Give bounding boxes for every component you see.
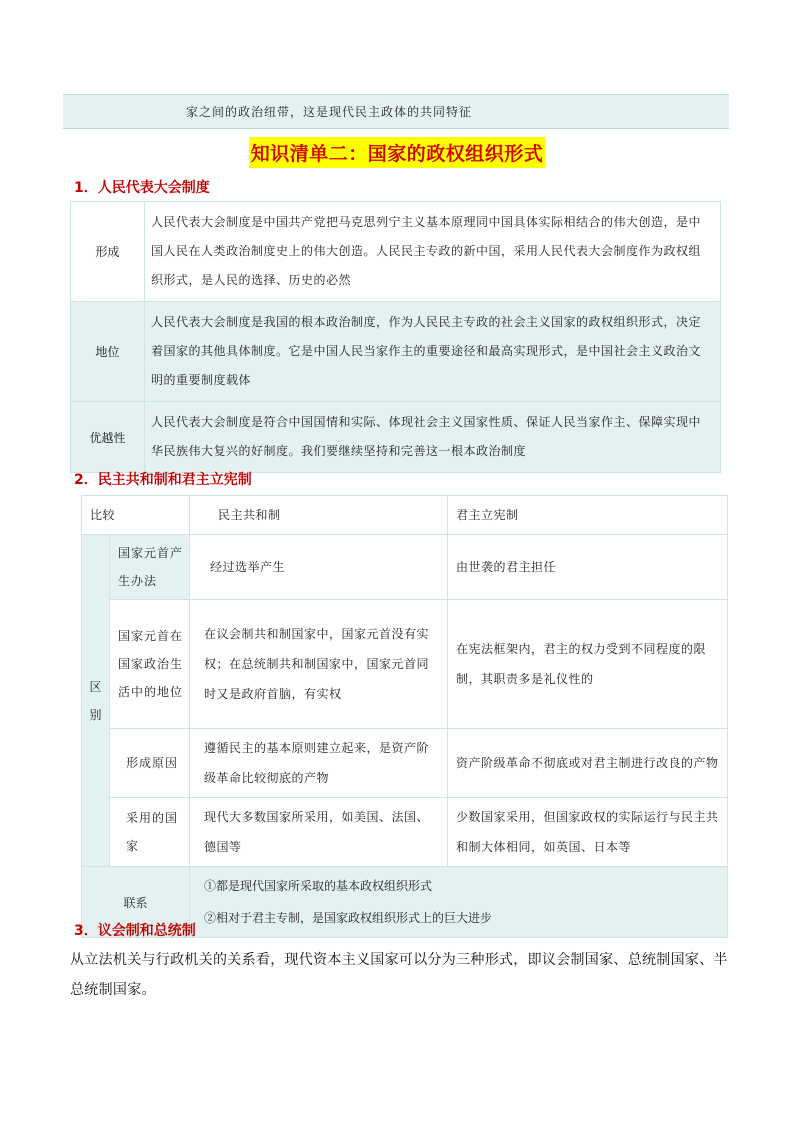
monarchy-cell: 由世袭的君主担任: [448, 535, 728, 600]
main-title: [0, 137, 794, 168]
aspect-cell: 采用的国家: [110, 798, 190, 867]
row-label: 优越性: [71, 402, 145, 473]
monarchy-cell: 资产阶级革命不彻底或对君主制进行改良的产物: [448, 729, 728, 798]
row-text: 人民代表大会制度是符合中国国情和实际、体现社会主义国家性质、保证人民当家作主、保障实现中华民族伟大复兴的好制度。我们要继续坚持和完善这一根本政治制度: [145, 402, 721, 473]
republic-cell: 经过选举产生: [190, 535, 448, 600]
republic-cell: 在议会制共和制国家中，国家元首没有实权；在总统制共和制国家中，国家元首同时又是政府首脑，有实权: [190, 600, 448, 729]
table-row: [82, 729, 728, 798]
republic-cell: 遵循民主的基本原则建立起来，是资产阶级革命比较彻底的产物: [190, 729, 448, 798]
row-text: 人民代表大会制度是我国的根本政治制度，作为人民民主专政的社会主义国家的政权组织形式，决定着国家的其他具体制度。它是中国人民当家作主的重要途径和最高实现形式，是中国社会主义政治文明的重要制度载体: [145, 302, 721, 402]
header-republic: 民主共和制: [190, 496, 448, 535]
section3-paragraph: 从立法机关与行政机关的关系看，现代资本主义国家可以分为三种形式，即议会制国家、总统制国家、半总统制国家。: [70, 952, 728, 998]
link-item: ②相对于君主专制，是国家政权组织形式上的巨大进步: [204, 911, 493, 925]
main-title-text: 知识清单二：国家的政权组织形式: [249, 137, 546, 168]
link-item: ①都是现代国家所采取的基本政权组织形式: [204, 879, 433, 893]
comparison-table: [81, 495, 728, 938]
monarchy-cell: 在宪法框架内，君主的权力受到不同程度的限制，其职责多是礼仪性的: [448, 600, 728, 729]
continued-text: 家之间的政治纽带，这是现代民主政体的共同特征: [186, 105, 473, 119]
link-label: 联系: [82, 867, 190, 938]
comparison-header-row: [82, 496, 728, 535]
row-label: 形成: [71, 202, 145, 302]
table-row: [82, 535, 728, 600]
header-monarchy: 君主立宪制: [448, 496, 728, 535]
group-label: 区别: [82, 535, 110, 867]
row-label: 地位: [71, 302, 145, 402]
npc-row-superiority: [71, 402, 721, 473]
section1-title: 1．人民代表大会制度: [74, 180, 210, 196]
table-row: [82, 600, 728, 729]
continued-table-strip: [63, 94, 729, 129]
monarchy-cell: 少数国家采用，但国家政权的实际运行与民主共和制大体相同，如英国、日本等: [448, 798, 728, 867]
npc-row-status: [71, 302, 721, 402]
npc-table: [70, 201, 721, 473]
row-text: 人民代表大会制度是中国共产党把马克思列宁主义基本原理同中国具体实际相结合的伟大创造，是中国人民在人类政治制度史上的伟大创造。人民民主专政的新中国，采用人民代表大会制度作为政权组织形式，是人民的选择、历史的必然: [145, 202, 721, 302]
aspect-cell: 国家元首在国家政治生活中的地位: [110, 600, 190, 729]
aspect-cell: 形成原因: [110, 729, 190, 798]
npc-row-formation: [71, 202, 721, 302]
header-compare: 比较: [82, 496, 190, 535]
table-row: [82, 798, 728, 867]
section2-title: 2．民主共和制和君主立宪制: [74, 472, 252, 488]
link-body: [190, 867, 728, 938]
section3-title: 3．议会制和总统制: [74, 923, 196, 939]
republic-cell: 现代大多数国家所采用，如美国、法国、德国等: [190, 798, 448, 867]
aspect-cell: 国家元首产生办法: [110, 535, 190, 600]
